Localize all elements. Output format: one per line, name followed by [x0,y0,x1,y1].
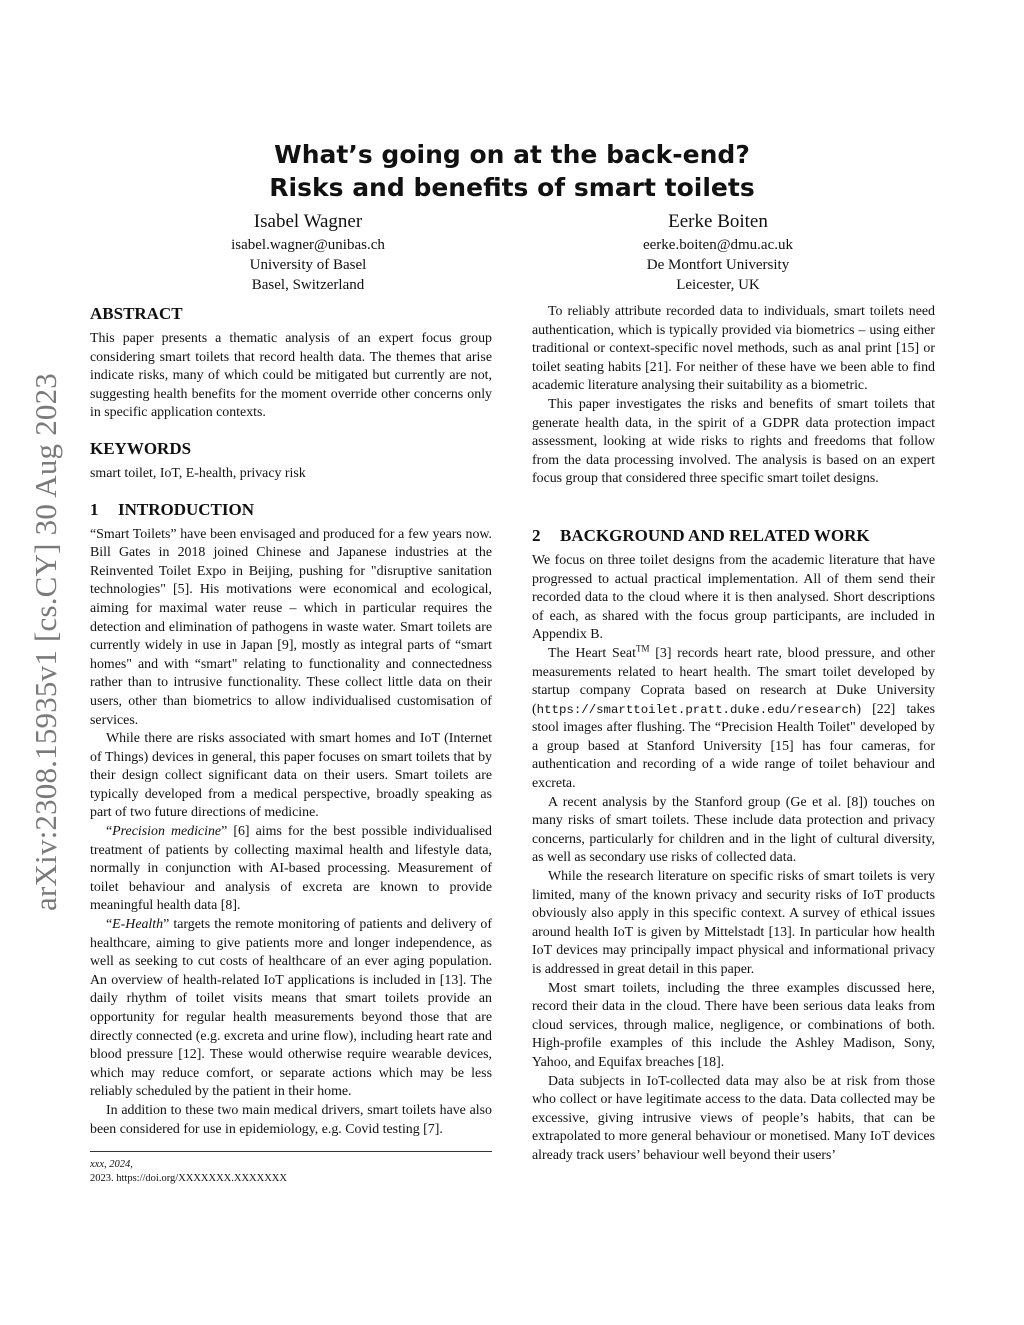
author-email: isabel.wagner@unibas.ch [231,237,385,253]
term-e-health: E-Health [112,917,164,933]
duke-url: https://smarttoilet.pratt.duke.edu/research [536,702,857,717]
paper-title [0,138,1024,204]
intro-paragraph-3: “Precision medicine” [6] aims for the best possible individualised treatment of patients by collecting maximal health and lifestyle data, normally in conjunction with AI-based processing. Measurement of toilet behaviour and analysis of excreta are known to provide meaningful health data [8]. [90,824,492,914]
intro-paragraph-4: “E-Health” targets the remote monitoring of patients and delivery of healthcare, aiming to give patients more and longer independence, as well as seeking to cut costs of healthcare of an ever aging population. An overview of health-related IoT applications is included in [13]. The daily rhythm of toilet visits means that smart toilets provide an opportunity for regular health measurements beyond those that are directly connected (e.g. excreta and urine flow), including heart rate and blood pressure [12]. These would otherwise require wearable devices, which may reduce comfort, or separate actions which may be less reliably scheduled by the patient in their home. [90,917,492,1100]
author-affiliation: De Montfort University [646,257,790,273]
background-paragraph-3: A recent analysis by the Stanford group (Ge et al. [8]) touches on many risks of smart toilets. These include data protection and privacy concerns, particularly for children and in the light of cultural diversity, as well as secondary use risks of collected data. [532,794,935,866]
right-column [532,303,935,1166]
title-line-2: Risks and benefits of smart toilets [269,173,755,202]
section-number: 2 [532,525,541,545]
footnote-rule [90,1151,492,1152]
title-line-1: What’s going on at the back-end? [274,140,750,169]
trademark: TM [635,643,650,654]
author-block-2 [568,208,868,295]
background-heading [532,525,935,547]
intro-paragraph-5: In addition to these two main medical drivers, smart toilets have also been considered for use in epidemiology, e.g. Covid testing [7]. [90,1102,492,1137]
author-block-1 [158,208,458,295]
arxiv-id: arXiv:2308.15935v1 [cs.CY] 30 Aug 2023 [28,372,63,912]
section-title: INTRODUCTION [118,499,255,519]
intro-paragraph-7: This paper investigates the risks and benefits of smart toilets that generate health data, in the spirit of a GDPR data protection impact assessment, looking at wide risks to rights and freedoms that follow from the data processing involved. The analysis is based on an expert focus group that considered three specific smart toilet designs. [532,396,935,487]
background-paragraph-1: We focus on three toilet designs from the academic literature that have progressed to actual practical implementation. All of them send their recorded data to the cloud where it is then analysed. Short descriptions of each, as shared with the focus group participants, are included in Appendix B. [532,552,935,643]
footnote-venue: xxx, 2024, [90,1159,133,1171]
author-name: Isabel Wagner [253,211,363,232]
footnote-doi: 2023. https://doi.org/XXXXXXX.XXXXXXX [90,1173,287,1185]
section-title: BACKGROUND AND RELATED WORK [560,525,870,545]
intro-heading [90,499,492,521]
abstract-text: This paper presents a thematic analysis of an expert focus group considering smart toilets that record health data. The themes that arise indicate risks, many of which could be mitigated but currently are not, suggesting health benefits for the moment override other concerns only in specific application contexts. [90,331,492,421]
background-paragraph-5: Most smart toilets, including the three examples discussed here, record their data in the cloud. There have been serious data leaks from cloud services, through malice, negligence, or combinations of both. High-profile examples of this include the Ashley Madison, Sony, Yahoo, and Equifax breaches [18]. [532,980,935,1070]
arxiv-stamp [26,346,66,938]
background-paragraph-2: The Heart Seat™ [3] records heart rate, blood pressure, and other measurements related to heart health. The smart toilet developed by startup company Coprata based on research at Duke University (https://smarttoilet.pratt.duke.edu/research) [22] takes stool images after flushing. The “Precision Health Toilet" developed by a group based at Stanford University [15] has four cameras, for authentication and recording of a wide range of toilet behaviour and excreta. [532,643,935,792]
background-paragraph-4: While the research literature on specific risks of smart toilets is very limited, many of the known privacy and security risks of IoT products obviously also apply in this specific context. A survey of ethical issues around health IoT is given by Mittelstadt [13]. In particular how health IoT devices may principally impact physical and informational privacy is addressed in great detail in this paper. [532,869,935,977]
author-email: eerke.boiten@dmu.ac.uk [642,237,793,253]
left-column [90,303,492,1186]
author-affiliation: University of Basel [249,257,367,273]
term-precision-medicine: Precision medicine [112,824,222,840]
author-name: Eerke Boiten [668,211,768,232]
author-location: Basel, Switzerland [251,277,365,293]
section-number: 1 [90,499,99,519]
keywords-heading: KEYWORDS [90,438,192,458]
background-paragraph-6: Data subjects in IoT-collected data may also be at risk from those who collect or have legitimate access to the data. Data collected may be excessive, giving intrusive views of people’s habits, that can be extrapolated to more general behaviour or monetised. Many IoT devices already track users’ behaviour well beyond their users’ [532,1073,935,1163]
intro-paragraph-2: While there are risks associated with smart homes and IoT (Internet of Things) devices in general, this paper focuses on smart toilets that by their design collect significant data on their users. Smart toilets are typically developed from a medical perspective, broadly speaking as part of two future directions of medicine. [90,731,492,821]
intro-paragraph-1: “Smart Toilets” have been envisaged and produced for a few years now. Bill Gates in 2018 joined Chinese and Japanese industries at the Reinvented Toilet Expo in Beijing, pushing for "disruptive sanitation technologies" [5]. His motivations were economical and ecological, aiming for maximal water reuse – which in particular requires the detection and elimination of pathogens in waste water. Smart toilets are currently widely in use in Japan [9], mostly as integral parts of “smart homes" and with “smart" relating to functionality and connectedness rather than to intrusive functionality. These collect little data on their users, other than biometrics to allow individualised customisation of services. [90,526,492,728]
abstract-heading: ABSTRACT [90,304,183,323]
keywords-text: smart toilet, IoT, E-health, privacy risk [90,465,306,481]
intro-paragraph-6: To reliably attribute recorded data to individuals, smart toilets need authentication, which is typically provided via biometrics – using either traditional or context-specific novel methods, such as anal print [15] or toilet seating habits [21]. For neither of these have we been able to find academic literature analysing their suitability as a biometric. [532,304,935,394]
author-location: Leicester, UK [676,277,760,293]
